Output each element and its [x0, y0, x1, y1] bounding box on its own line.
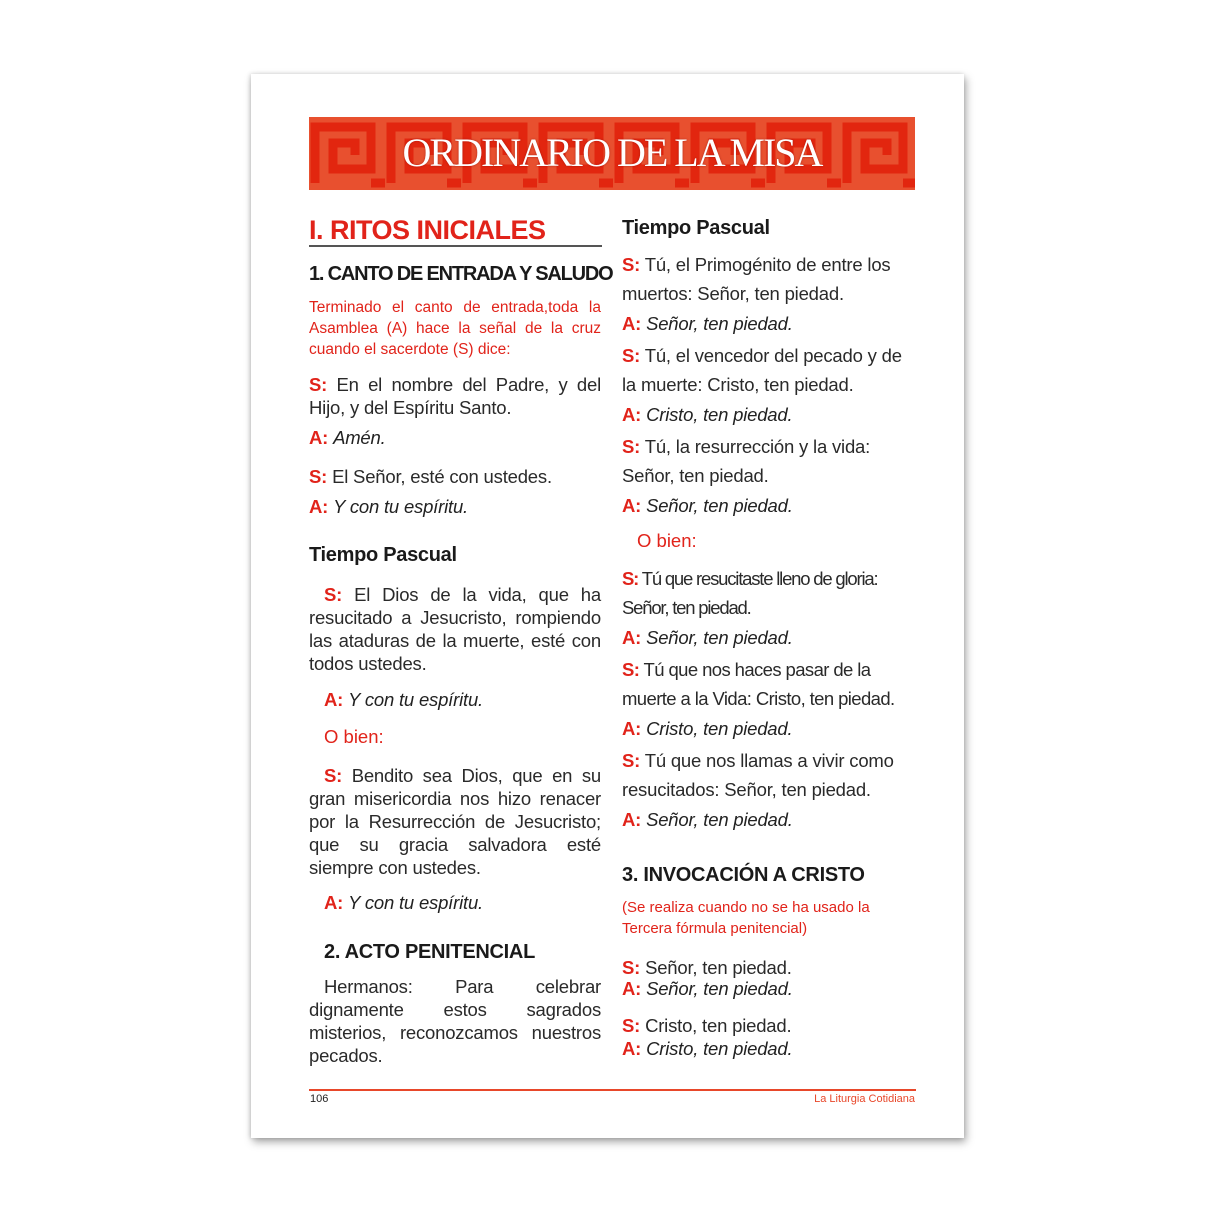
page-title: ORDINARIO DE LA MISA [402, 130, 822, 175]
dialogue-line [622, 1014, 791, 1037]
response-text: Cristo, ten piedad. [646, 718, 793, 739]
dialogue-line [324, 891, 483, 914]
speaker-label: S: [622, 436, 641, 457]
subsection-title-canto: 1. CANTO DE ENTRADA Y SALUDO [309, 263, 613, 285]
response-text: Y con tu espíritu. [348, 892, 483, 913]
dialogue-text: Tú, el Primogénito de entre los muertos: Señor, ten piedad. [622, 254, 891, 304]
response-text: Señor, ten piedad. [646, 313, 793, 334]
response-text: Señor, ten piedad. [646, 978, 793, 999]
dialogue-text: El Señor, esté con ustedes. [332, 466, 552, 487]
speaker-label: S: [324, 584, 343, 605]
response-text: Señor, ten piedad. [646, 809, 793, 830]
dialogue-text: Señor, ten piedad. [645, 957, 792, 978]
speaker-label: S: [622, 345, 641, 366]
dialogue-line [622, 956, 792, 979]
dialogue-line [622, 403, 917, 426]
speaker-label: A: [622, 1038, 642, 1059]
rubric-invocacion: (Se realiza cuando no se ha usado la Tercera fórmula penitencial) [622, 899, 870, 937]
dialogue-line [309, 426, 386, 449]
dialogue-line [622, 977, 793, 1000]
subsection-title-acto-penitencial: 2. ACTO PENITENCIAL [324, 941, 535, 963]
dialogue-text: En el nombre del Padre, y del Hijo, y del Espíritu Santo. [309, 374, 601, 418]
response-text: Amén. [333, 427, 386, 448]
footer-divider [309, 1089, 916, 1091]
dialogue-line [622, 312, 917, 335]
speaker-label: S: [622, 254, 641, 275]
response-text: Y con tu espíritu. [333, 496, 468, 517]
rubric-canto: Terminado el canto de entrada,toda la Asamblea (A) hace la señal de la cruz cuando el sacerdote (S) dice: [309, 299, 601, 358]
title-banner [309, 117, 915, 190]
speaker-label: S: [622, 659, 640, 680]
subsection-title-tiempo-pascual: Tiempo Pascual [309, 544, 457, 566]
speaker-label: S: [622, 568, 639, 589]
dialogue-text: Tú, el vencedor del pecado y de la muerte: Cristo, ten piedad. [622, 345, 902, 395]
speaker-label: S: [309, 466, 328, 487]
speaker-label: A: [324, 689, 344, 710]
page-number: 106 [310, 1093, 329, 1105]
speaker-label: A: [622, 978, 642, 999]
dialogue-text: Tú que nos haces pasar de la muerte a la Vida: Cristo, ten piedad. [622, 659, 895, 709]
publication-title: La Liturgia Cotidiana [814, 1093, 915, 1105]
dialogue-text: El Dios de la vida, que ha resucitado a Jesucristo, rompiendo las ataduras de la muerte, esté con todos ustedes. [309, 584, 601, 674]
response-text: Cristo, ten piedad. [646, 1038, 793, 1059]
speaker-label: A: [622, 809, 642, 830]
dialogue-text: Cristo, ten piedad. [645, 1015, 792, 1036]
dialogue-line [622, 746, 917, 804]
speaker-label: A: [622, 313, 642, 334]
speaker-label: A: [622, 495, 642, 516]
speaker-label: S: [622, 1015, 641, 1036]
dialogue-line [309, 764, 601, 879]
section-title: I. RITOS INICIALES [309, 215, 546, 245]
dialogue-line [622, 432, 917, 490]
speaker-label: S: [324, 765, 343, 786]
dialogue-line [622, 494, 917, 517]
document-page [251, 74, 964, 1138]
subsection-title-tiempo-pascual-right: Tiempo Pascual [622, 217, 770, 239]
section-divider [309, 245, 602, 247]
dialogue-line [622, 655, 917, 713]
dialogue-line [622, 808, 917, 831]
dialogue-line [622, 341, 917, 399]
dialogue-line [622, 564, 917, 622]
speaker-label: S: [622, 750, 641, 771]
speaker-label: S: [622, 957, 641, 978]
paragraph-acto-penitencial: Hermanos: Para celebrar dignamente estos sagrados misterios, reconozcamos nuestros pecados. [309, 976, 601, 1066]
speaker-label: A: [309, 496, 329, 517]
invocation-list [622, 250, 917, 831]
dialogue-line [309, 495, 468, 518]
speaker-label: A: [622, 627, 642, 648]
dialogue-line [309, 583, 601, 675]
dialogue-line [622, 1037, 792, 1060]
speaker-label: A: [309, 427, 329, 448]
speaker-label: A: [622, 718, 642, 739]
response-text: Cristo, ten piedad. [646, 404, 793, 425]
dialogue-text: Tú que nos llamas a vivir como resucitados: Señor, ten piedad. [622, 750, 894, 800]
response-text: Señor, ten piedad. [646, 627, 793, 648]
dialogue-line [622, 250, 917, 308]
subsection-title-invocacion: 3. INVOCACIÓN A CRISTO [622, 864, 865, 886]
speaker-label: A: [324, 892, 344, 913]
dialogue-line [324, 688, 483, 711]
speaker-label: S: [309, 374, 328, 395]
dialogue-line [622, 717, 917, 740]
dialogue-text: Tú, la resurrección y la vida: Señor, ten piedad. [622, 436, 871, 486]
dialogue-line [309, 465, 552, 488]
response-text: Y con tu espíritu. [348, 689, 483, 710]
response-text: Señor, ten piedad. [646, 495, 793, 516]
alternative-label: O bien: [324, 726, 384, 747]
dialogue-line [309, 373, 601, 419]
dialogue-line [622, 626, 917, 649]
alternative-label: O bien: [637, 530, 697, 551]
speaker-label: A: [622, 404, 642, 425]
dialogue-text: Bendito sea Dios, que en su gran misericordia nos hizo renacer por la Resurrección de Jesucristo; que su gracia salvadora esté siempre con ustedes. [309, 765, 601, 878]
dialogue-text: Tú que resucitaste lleno de gloria: Señor, ten piedad. [622, 568, 878, 618]
